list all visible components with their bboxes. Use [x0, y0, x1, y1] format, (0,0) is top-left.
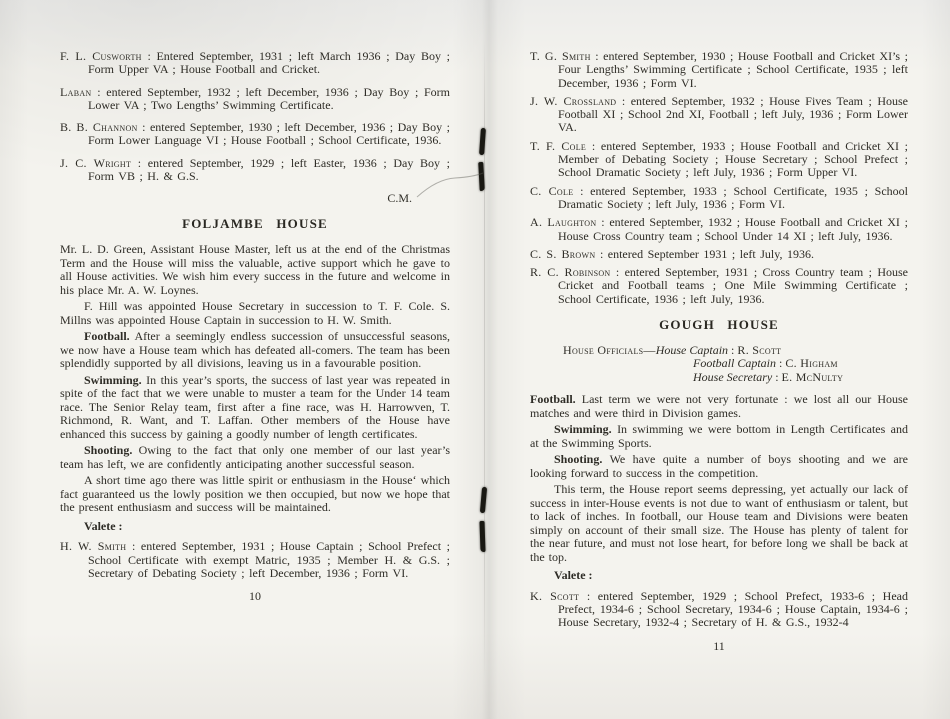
paragraph-text: F. Hill was appointed House Secretary in succession to T. F. Cole. S. Millns was appointed House Captain in succession to H. W. Smith. [60, 299, 450, 327]
right-page [530, 50, 908, 653]
officials-prefix: House Officials— [563, 343, 656, 358]
pupil-record: : entered September, 1932 ; House Fives Team ; House Football XI ; School 2nd XI, Football ; left July, 1936 ; Form Lower VA. [558, 93, 908, 135]
pupil-name: R. C. Robinson [530, 265, 611, 280]
valete-entry [60, 540, 450, 580]
paragraph [530, 483, 908, 564]
pupil-name: C. Cole [530, 183, 574, 198]
staple-mark [479, 128, 486, 155]
valete-entry [530, 185, 908, 212]
official-role: House Secretary [693, 369, 773, 384]
official-name: E. McNulty [781, 369, 844, 384]
paragraph-shooting [60, 444, 450, 471]
pupil-record: : entered September, 1929 ; left Easter, 1936 ; Day Boy ; Form VB ; H. & G.S. [88, 155, 450, 184]
foljambe-house-heading: FOLJAMBE HOUSE [182, 216, 328, 232]
page-number-left: 10 [249, 589, 261, 604]
separator: : [728, 343, 738, 358]
valete-heading: Valete : [84, 518, 123, 533]
pupil-record: : entered September, 1933 ; School Certificate, 1935 ; School Dramatic Society ; left July, 1936 ; Form VI. [558, 183, 908, 211]
valete-entry [530, 216, 908, 243]
left-page [60, 50, 450, 603]
paragraph [60, 474, 450, 515]
pupil-name: K. Scott [530, 588, 580, 603]
staple-mark [479, 521, 485, 552]
valete-entry [60, 121, 450, 148]
paragraph-lead: Swimming. [554, 422, 612, 437]
paragraph-lead: Football. [530, 392, 576, 407]
pupil-record: : entered September, 1932 ; House Football and Cricket XI ; House Cross Country team ; School Under 14 XI ; left July, 1936. [558, 215, 908, 243]
paragraph-text: A short time ago there was little spirit or enthusiasm in the House‘ which fact guaranteed us the lowly position we then occupied, but now we hope that the present enthusiasm and success will be maintained. [60, 473, 450, 515]
pupil-name: J. W. Crossland [530, 93, 617, 108]
pupil-name: T. G. Smith [530, 49, 591, 63]
paragraph-lead: Shooting. [84, 443, 133, 458]
official-name: R. Scott [737, 343, 782, 358]
paragraph-text: In this year’s sports, the success of last year was repeated in spite of the fact that we were unable to muster a team for the Under 14 team race. The Senior Relay team, first after a fine race, was H. Harrowven, T. Richmond, R. Want, and T. Laffan. Other members of the House have enhanced this success by gaining a goodly number of length certificates. [60, 372, 450, 441]
valete-heading: Valete : [554, 568, 593, 583]
separator: : [772, 369, 782, 384]
pupil-record: : entered September, 1932 ; left December, 1936 ; Day Boy ; Form Lower VA ; Two Lengths’ Swimming Certificate. [88, 84, 450, 112]
paragraph-text: After a seemingly endless succession of unsuccessful seasons, we now have a House team which has defeated all-comers. The team has been splendidly supported by all divisions, leaving us in a favourable position. [60, 329, 450, 371]
valete-entry [530, 140, 908, 180]
pupil-name: C. S. Brown [530, 246, 596, 261]
pupil-name: J. C. Wright [60, 155, 132, 170]
pupil-name: A. Laughton [530, 215, 597, 230]
gough-house-heading: GOUGH HOUSE [659, 317, 779, 333]
valete-entry [530, 590, 908, 630]
paragraph-shooting [530, 453, 908, 480]
valete-list-continued [60, 50, 450, 183]
valete-entry [60, 157, 450, 184]
valete-entry [60, 86, 450, 113]
pupil-record: : entered September, 1933 ; House Football and Cricket XI ; Member of Debating Society ; House Secretary ; School Prefect ; School Dramatic Society ; left July, 1936 ; Form Upper VI. [558, 138, 908, 180]
pupil-name: F. L. Cusworth [60, 49, 142, 63]
paragraph-text: This term, the House report seems depressing, yet actually our lack of success in inter-House events is not due to want of enthusiasm or talent, but to lack of inches. In football, our House team and Divisions were beaten simply on account of their small size. The House has plenty of talent for the near future, and must not lose heart, for before long we shall be back at the top. [530, 482, 908, 564]
official-row [563, 344, 908, 357]
paragraph-lead: Shooting. [554, 452, 603, 467]
paragraph-text: Mr. L. D. Green, Assistant House Master, left us at the end of the Christmas Term and the House will miss the valuable, active support which he gave to all House activities. We wish him every success in the future and welcome in his place Mr. A. W. Loynes. [60, 242, 450, 297]
pupil-record: : entered September, 1929 ; School Prefect, 1933-6 ; Head Prefect, 1934-6 ; School Secretary, 1934-6 ; House Captain, 1934-6 ; House Secretary, 1932-4 ; Secretary of H. & G.S., 1932-4 [558, 588, 908, 630]
staple-mark [478, 162, 485, 191]
paragraph-swimming [530, 423, 908, 450]
paragraph [60, 300, 450, 327]
separator: : [776, 356, 786, 371]
official-role: House Captain [655, 343, 729, 358]
paragraph-text: Last term we were not very fortunate : we lost all our House matches and were third in Division games. [530, 392, 909, 420]
official-name: C. Higham [785, 356, 838, 371]
valete-entry [530, 50, 908, 90]
page-fold-shadow [452, 0, 526, 719]
paragraph-football [60, 330, 450, 371]
paragraph [60, 243, 450, 297]
pupil-record: : entered September, 1930 ; left December, 1936 ; Day Boy ; Form Lower Language VI ; House Football ; School Certificate, 1936. [88, 120, 450, 148]
valete-entry [530, 266, 908, 306]
pupil-record: : entered September, 1931 ; Cross Country team ; House Cricket and Football teams ; One Mile Swimming Certificate ; School Certificate, 1936 ; left July, 1936. [558, 265, 908, 306]
paragraph-lead: Football. [84, 329, 130, 344]
pupil-name: H. W. Smith [60, 539, 127, 554]
valete-list-continued [530, 50, 908, 306]
staple-mark [480, 487, 487, 513]
valete-entry [530, 95, 908, 135]
paragraph-lead: Swimming. [84, 372, 142, 387]
valete-entry [60, 50, 450, 77]
pupil-record: : Entered September, 1931 ; left March 1936 ; Day Boy ; Form Upper VA ; House Football and Cricket. [88, 49, 450, 77]
paragraph-text: We have quite a number of boys shooting and we are looking forward to success in the competition. [530, 452, 908, 480]
pupil-name: T. F. Cole [530, 138, 587, 153]
paragraph-text: Owing to the fact that only one member of our last year’s team has left, we are confidently anticipating another successful season. [60, 443, 451, 471]
house-officials-block [530, 344, 908, 384]
pupil-name: Laban [60, 84, 92, 99]
valete-entry [530, 248, 908, 261]
pupil-record: : entered September 1931 ; left July, 1936. [595, 246, 814, 261]
pupil-record: : entered September, 1930 ; House Football and Cricket XI’s ; Four Lengths’ Swimming Certificate ; School Certificate, 1935 ; left December, 1936 ; Form VI. [558, 49, 908, 90]
author-initials: C.M. [387, 191, 412, 206]
paragraph-football [530, 393, 908, 420]
pupil-name: B. B. Channon [60, 120, 138, 135]
official-row [563, 371, 908, 384]
official-role: Football Captain [693, 356, 777, 371]
paragraph-swimming [60, 374, 450, 442]
official-row [563, 357, 908, 370]
paragraph-text: In swimming we were bottom in Length Certificates and at the Swimming Sports. [530, 422, 908, 450]
page-number-right: 11 [713, 638, 725, 653]
pupil-record: : entered September, 1931 ; House Captain ; School Prefect ; School Certificate with exempt Matric, 1935 ; Member H. & G.S. ; Secretary of Debating Society ; left December, 1936 ; Form VI. [88, 539, 450, 580]
